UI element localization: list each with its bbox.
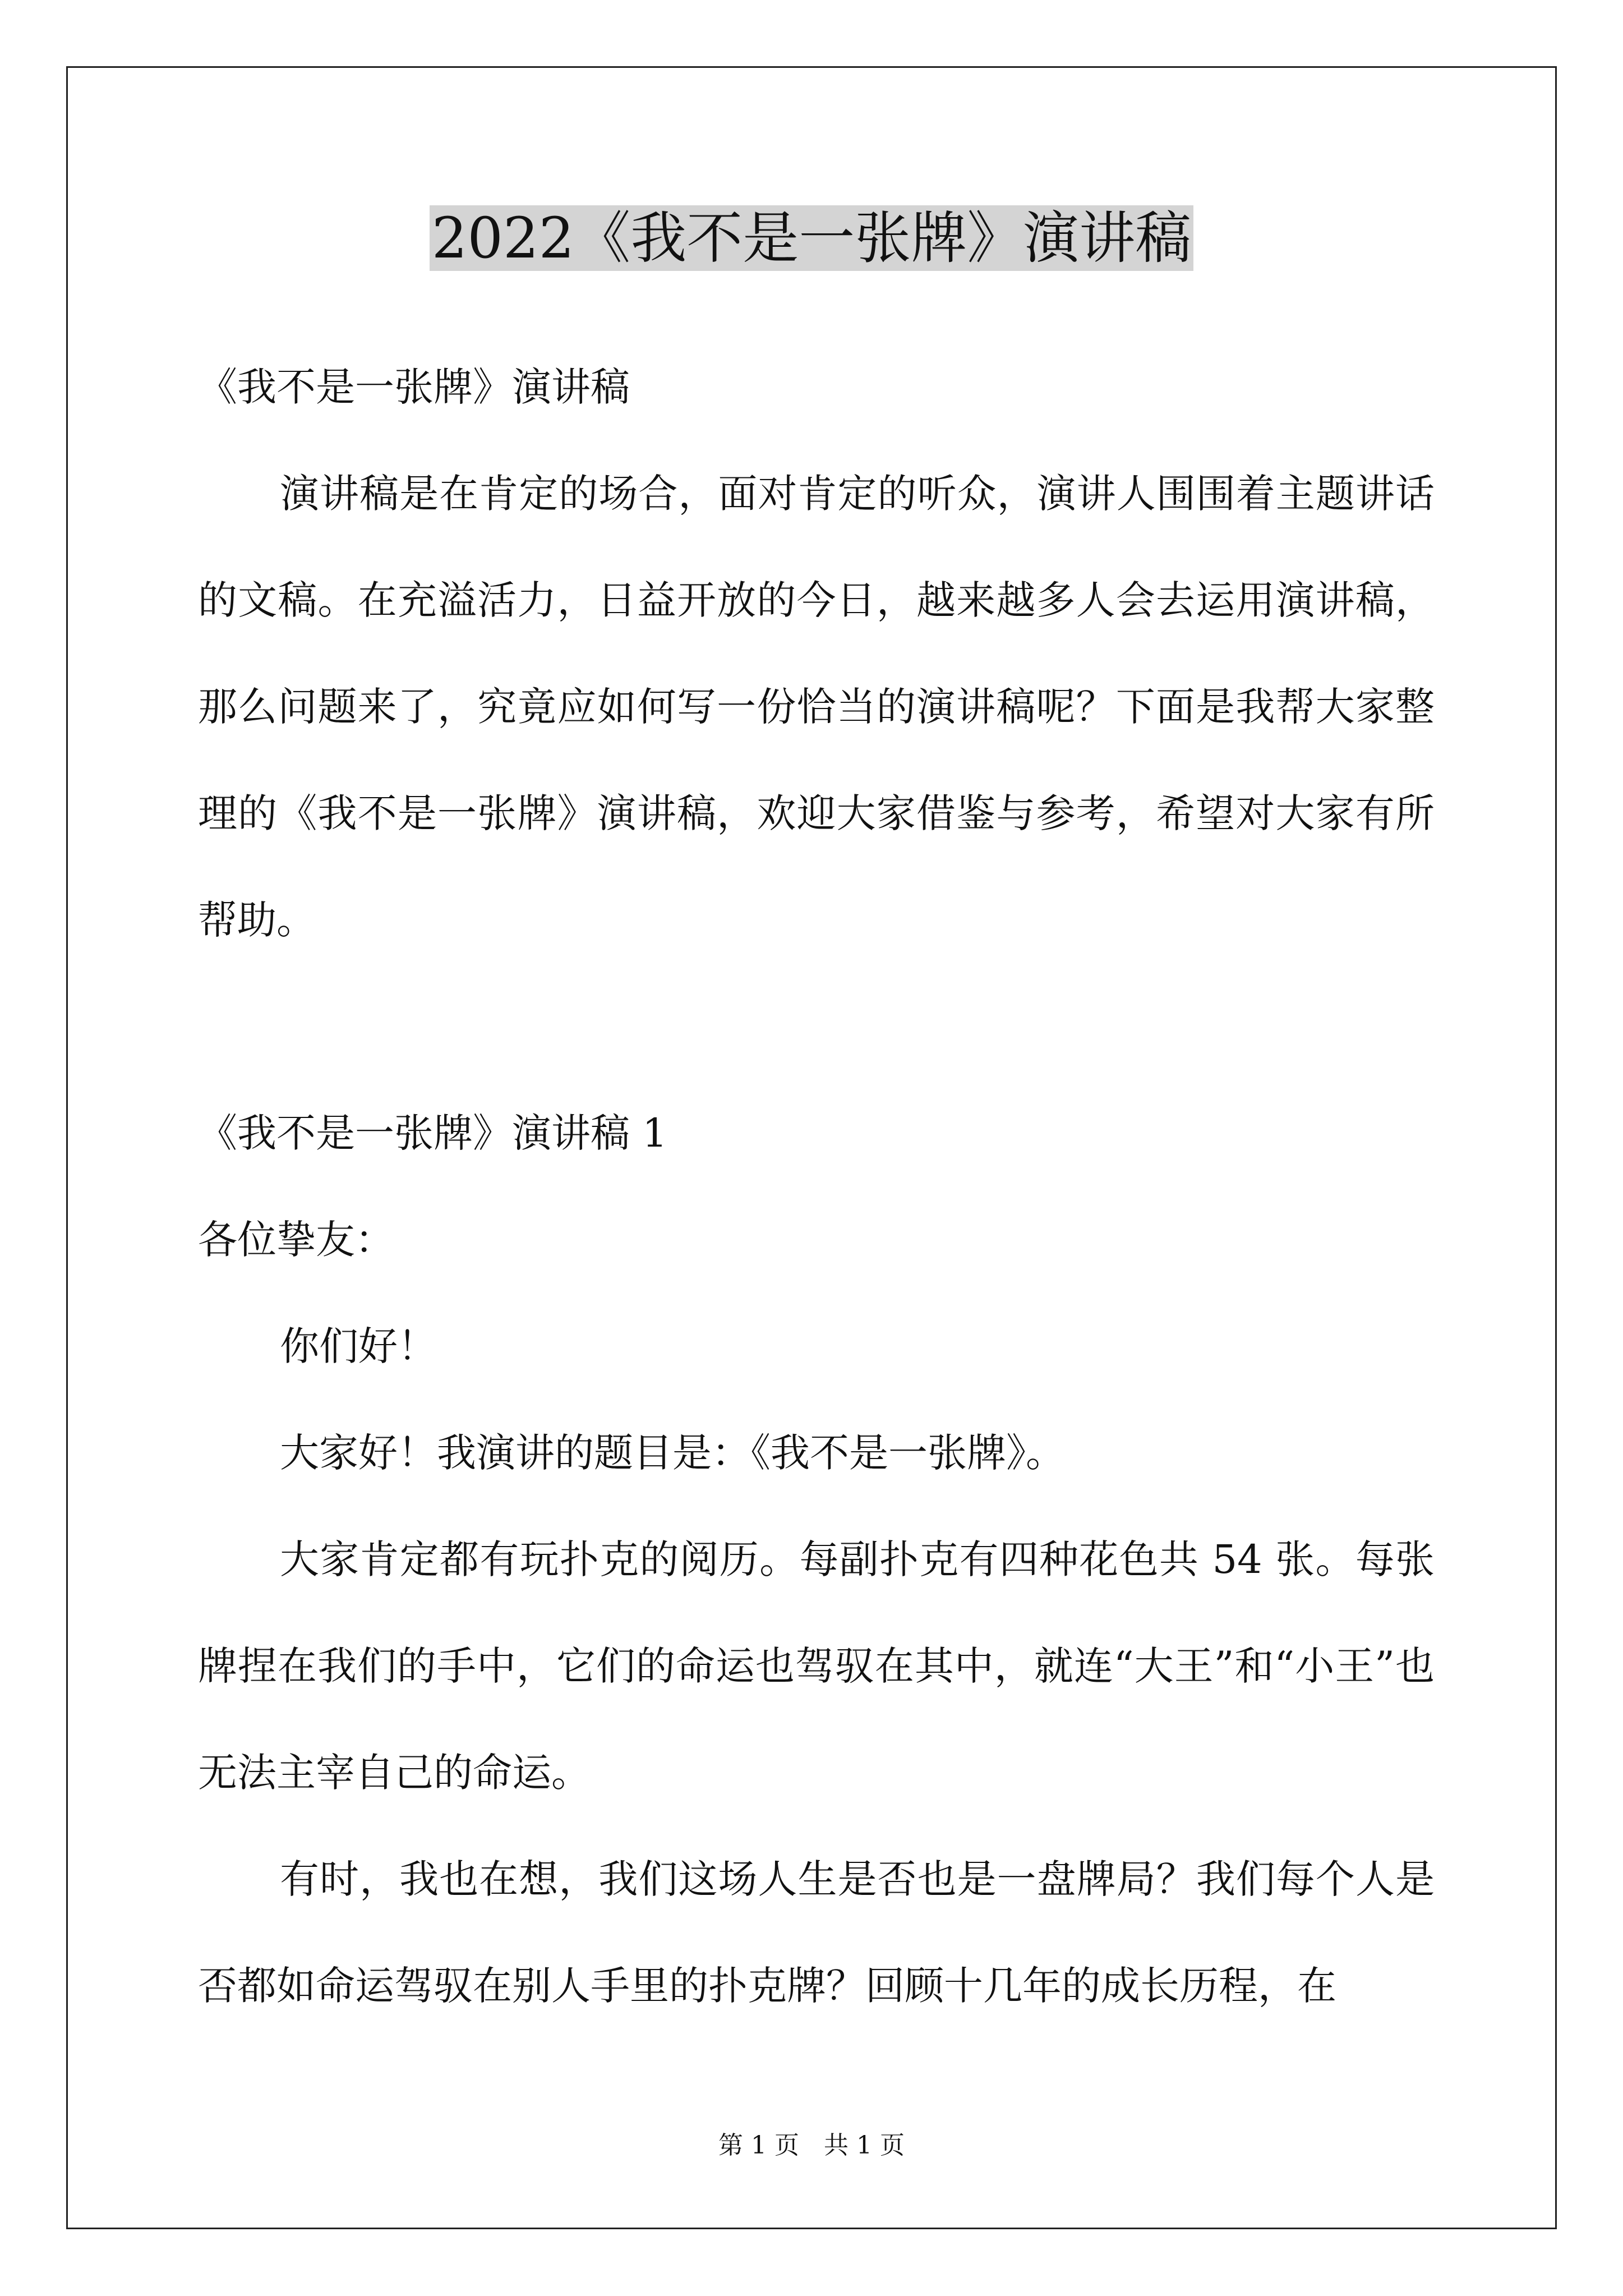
- salutation: 各位挚友：: [198, 1217, 394, 1263]
- section-spacer: [198, 973, 1435, 1080]
- document-body: [198, 334, 1435, 2039]
- document-title: [0, 199, 1623, 278]
- subtitle: 《我不是一张牌》演讲稿: [198, 364, 630, 410]
- intro-paragraph: 演讲稿是在肯定的场合，面对肯定的听众，演讲人围围着主题讲话的文稿。在充溢活力，日益开放的今日，越来越多人会去运用演讲稿，那么问题来了，究竟应如何写一份恰当的演讲稿呢？下面是我帮大家整理的《我不是一张牌》演讲稿，欢迎大家借鉴与参考，希望对大家有所帮助。: [198, 471, 1435, 943]
- body-paragraph: 大家肯定都有玩扑克的阅历。每副扑克有四种花色共 54 张。每张牌捏在我们的手中，它们的命运也驾驭在其中，就连“大王”和“小王”也无法主宰自己的命运。: [198, 1536, 1435, 1796]
- greeting: 你们好！: [280, 1323, 437, 1369]
- section-heading: 《我不是一张牌》演讲稿 1: [198, 1110, 667, 1156]
- page-footer: 第 1 页 共 1 页: [718, 2131, 905, 2160]
- body-paragraph: 大家好！我演讲的题目是：《我不是一张牌》。: [280, 1430, 1065, 1476]
- document-title-text: 2022《我不是一张牌》演讲稿: [430, 205, 1194, 271]
- body-paragraph: 有时，我也在想，我们这场人生是否也是一盘牌局？我们每个人是否都如命运驾驭在别人手里的扑克牌？回顾十几年的成长历程，在: [198, 1856, 1435, 2009]
